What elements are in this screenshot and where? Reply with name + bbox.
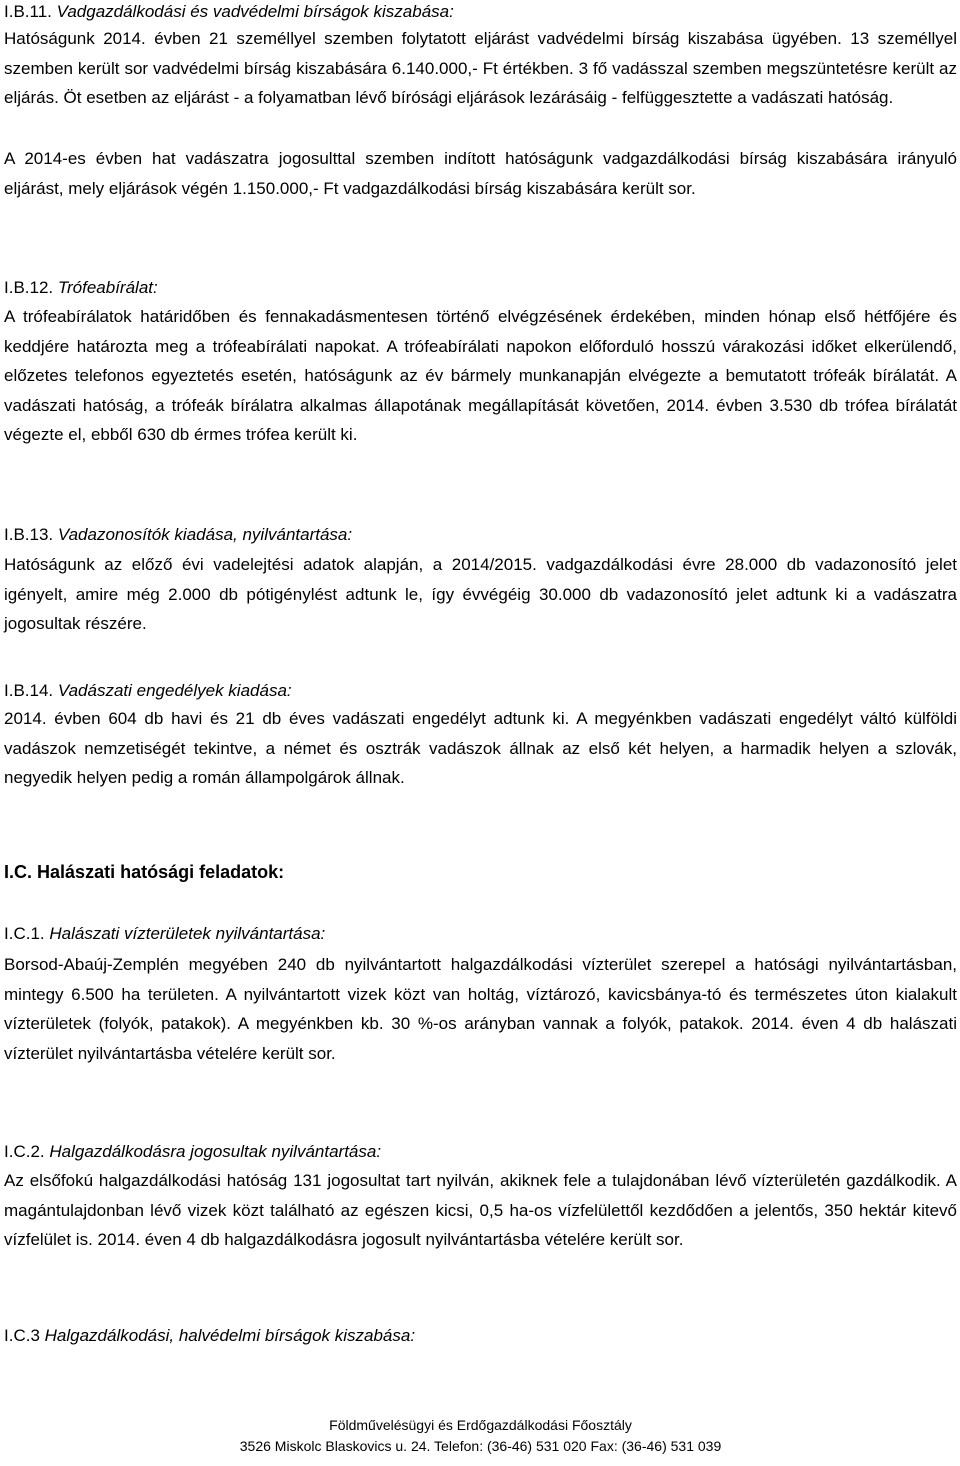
paragraph-ib11-2: A 2014-es évben hat vadászatra jogosulttal szemben indított hatóságunk vadgazdálkodási bírság kiszabására irányuló eljárást, mely eljárások végén 1.150.000,- Ft vadgazdálkodási bírság kiszabására került sor. [4,149,957,198]
paragraph-ib12-1: A trófeabírálatok határidőben és fennakadásmentesen történő elvégzésének érdekében, minden hónap első hétfőjére és keddjére határozta meg a trófeabírálati napokat. A trófeabírálati napokon előforduló hosszú várakozási időket elkerülendő, előzetes telefonos egyeztetés esetén, hatóságunk az év bármely munkanapján elvégezte a bemutatott trófeák bírálatát. A vadászati hatóság, a trófeák bírálatra alkalmas állapotának megállapítását követően, 2014. évben 3.530 db trófea bírálatát végezte el, ebből 630 db érmes trófea került ki. [4,307,957,445]
footer-address: 3526 Miskolc Blaskovics u. 24. Telefon: (36-46) 531 020 Fax: (36-46) 531 039 [239,1438,722,1454]
section-number: I.C. [4,862,33,882]
section-number: I.C.2. [4,1142,45,1161]
section-number: I.B.14. [4,681,54,700]
section-title: Halgazdálkodásra jogosultak nyilvántartása: [49,1142,382,1161]
footer-department: Földművelésügyi és Erdőgazdálkodási Főosztály [329,1417,632,1433]
section-number: I.C.1. [4,924,45,943]
section-heading-ic3 [4,1326,415,1346]
section-title: Halászati vízterületek nyilvántartása: [49,924,326,943]
section-title: Vadászati engedélyek kiadása: [57,681,292,700]
page-footer [4,1415,957,1457]
section-number: I.B.11. [4,2,52,21]
paragraph-ib13-1: Hatóságunk az előző évi vadelejtési adatok alapján, a 2014/2015. vadgazdálkodási évre 28.000 db vadazonosító jelet igényelt, amire még 2.000 db pótigénylést adtunk le, így évvégéig 30.000 db vadazonosító jelet adtunk ki a vadászatra jogosultak részére. [4,555,957,634]
section-title: Vadgazdálkodási és vadvédelmi bírságok kiszabása: [56,2,454,21]
paragraph-ic2-1: Az elsőfokú halgazdálkodási hatóság 131 jogosultat tart nyilván, akiknek fele a tulajdonában lévő vízterületén gazdálkodik. A magántulajdonban lévő vizek közt található az egészen kicsi, 0,5 ha-os vízfelülettől kezdődően a jelentős, 350 hektár kitevő vízfelület is. 2014. éven 4 db halgazdálkodásra jogosult nyilvántartásba vételére került sor. [4,1171,957,1250]
section-heading-ib14 [4,681,292,701]
section-title: Trófeabírálat: [57,278,158,297]
section-heading-ib11 [4,2,454,22]
paragraph-ib14-1: 2014. évben 604 db havi és 21 db éves vadászati engedélyt adtunk ki. A megyénkben vadászati engedélyt váltó külföldi vadászok nemzetiségét tekintve, a német és osztrák vadászok állnak az első két helyen, a harmadik helyen a szlovák, negyedik helyen pedig a román állampolgárok állnak. [4,709,957,788]
section-heading-ic1 [4,924,325,944]
paragraph-ic1-1: Borsod-Abaúj-Zemplén megyében 240 db nyilvántartott halgazdálkodási vízterület szerepel a hatósági nyilvántartásban, mintegy 6.500 ha területen. A nyilvántartott vizek közt van holtág, víztározó, kavicsbánya-tó és természetes úton kialakult vízterületek (folyók, patakok). A megyénkben kb. 30 %-os arányban vannak a folyók, patakok. 2014. éven 4 db halászati vízterület nyilvántartásba vételére került sor. [4,955,957,1063]
paragraph-ib11-1: Hatóságunk 2014. évben 21 személlyel szemben folytatott eljárást vadvédelmi bírság kiszabása ügyében. 13 személlyel szemben került sor vadvédelmi bírság kiszabására 6.140.000,- Ft értékben. 3 fő vadásszal szemben megszüntetésre került az eljárás. Öt esetben az eljárást - a folyamatban lévő bírósági eljárások lezárásáig - felfüggesztette a vadászati hatóság. [4,29,957,108]
section-heading-ic [4,862,284,882]
section-number: I.B.13. [4,525,54,544]
section-number: I.B.12. [4,278,54,297]
section-number: I.C.3 [4,1326,40,1345]
section-title: Halgazdálkodási, halvédelmi bírságok kiszabása: [44,1326,416,1345]
section-heading-ic2 [4,1142,381,1162]
section-title: Vadazonosítók kiadása, nyilvántartása: [57,525,353,544]
section-title: Halászati hatósági feladatok: [37,862,285,882]
section-heading-ib13 [4,525,352,545]
section-heading-ib12 [4,278,158,298]
